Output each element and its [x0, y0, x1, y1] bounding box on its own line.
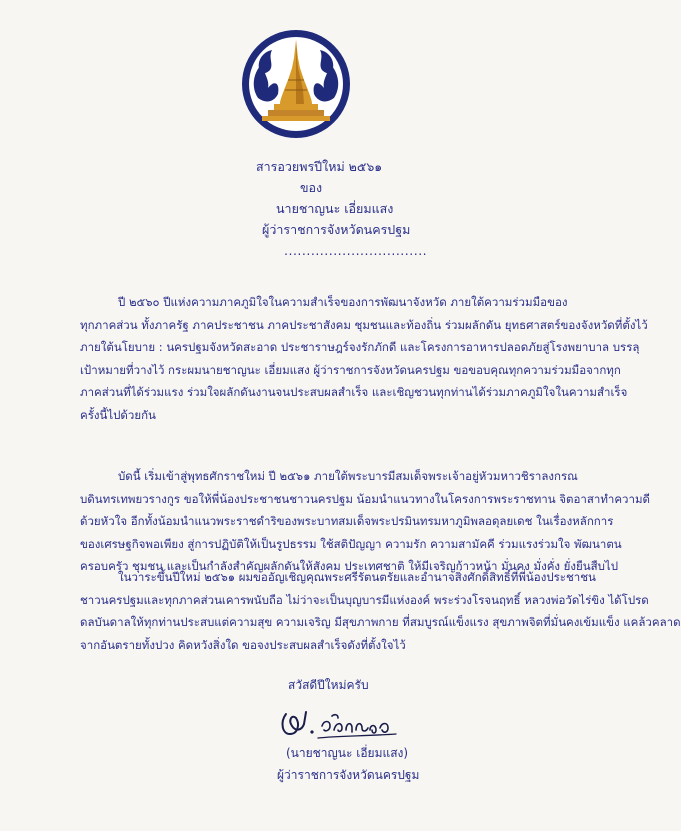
paragraph-line: ครอบครัว ชุมชน และเป็นกำลังสำคัญผลักดันให้สังคม ประเทศชาติ ให้มีเจริญก้าวหน้า มั่นคง มั่งคั่ง ยั่งยืนสืบไป: [80, 559, 619, 573]
paragraph-line: บัดนี้ เริ่มเข้าสู่พุทธศักราชใหม่ ปี ๒๕๖๑ ภายใต้พระบารมีสมเด็จพระเจ้าอยู่หัวมหาวชิราลงกรณ: [118, 469, 578, 483]
paragraph-1: [80, 291, 648, 426]
handwritten-signature-icon: [278, 700, 408, 746]
paragraph-line: บดินทรเทพยวรางกูร ขอให้พี่น้องประชาชนชาวนครปฐม น้อมนำแนวทางในโครงการพระราชทาน จิตอาสาทำความดี: [80, 491, 651, 506]
paragraph-line: ดลบันดาลให้ทุกท่านประสบแต่ความสุข ความเจริญ มีสุขภาพกาย ที่สมบูรณ์แข็งแรง สุขภาพจิตที่มั่นคงเข้มแข็ง แคล้วคลาด: [80, 615, 681, 629]
heading-divider: ................................: [284, 243, 428, 258]
paragraph-line: จากอันตรายทั้งปวง คิดหวังสิ่งใด ขอจงประสบผลสำเร็จดังที่ตั้งใจไว้: [80, 637, 406, 652]
paragraph-line: ในวาระขึ้นปีใหม่ ๒๕๖๑ ผมขออัญเชิญคุณพระศรีรัตนตรัยและอำนาจสิ่งศักดิ์สิทธิ์ที่พี่น้องประชาชน: [118, 570, 596, 584]
paragraph-line: ครั้งนี้ไปด้วยกัน: [80, 407, 156, 422]
letter-heading: [200, 156, 428, 261]
sender-name: นายชาญนะ เอี่ยมแสง: [276, 201, 394, 216]
sender-title: ผู้ว่าราชการจังหวัดนครปฐม: [262, 222, 411, 237]
paragraph-line: ทุกภาคส่วน ทั้งภาครัฐ ภาคประชาชน ภาคประชาสังคม ชุมชนและท้องถิ่น ร่วมผลักดัน ยุทธศาสตร์ของจังหวัดที่ตั้งไว้: [80, 317, 648, 332]
signatory-title: ผู้ว่าราชการจังหวัดนครปฐม: [277, 768, 420, 782]
paragraph-line: ด้วยหัวใจ อีกทั้งน้อมนำแนวพระราชดำริของพระบาทสมเด็จพระปรมินทรมหาภูมิพลอดุลยเดช ในเรื่องหลักการ: [80, 514, 614, 528]
paragraph-line: ชาวนครปฐมและทุกภาคส่วนเคารพนับถือ ไม่ว่าจะเป็นบุญบารมีแห่งองค์ พระร่วงโรจนฤทธิ์ หลวงพ่อวัดไร่ขิง ได้โปรด: [80, 592, 649, 607]
paragraph-line: ภายใต้นโยบาย : นครปฐมจังหวัดสะอาด ประชาราษฎร์จงรักภักดี และโครงการอาหารปลอดภัยสู่โรงพยาบาล บรรลุ: [80, 340, 640, 354]
paragraph-line: ของเศรษฐกิจพอเพียง สู่การปฏิบัติให้เป็นรูปธรรม ใช้สติปัญญา ความรัก ความสามัคคี ร่วมแรงร่วมใจ พัฒนาตน: [80, 536, 622, 551]
paragraph-line: เป้าหมายที่วางไว้ กระผมนายชาญนะ เอี่ยมแสง ผู้ว่าราชการจังหวัดนครปฐม ขอขอบคุณทุกความร่วมมือจากทุก: [80, 362, 621, 377]
paragraph-2: [80, 465, 651, 578]
closing-greeting: สวัสดีปีใหม่ครับ: [288, 678, 369, 692]
greeting-title: สารอวยพรปีใหม่ ๒๕๖๑: [256, 159, 383, 174]
paragraph-line: ปี ๒๕๖๐ ปีแห่งความภาคภูมิใจในความสำเร็จของการพัฒนาจังหวัด ภายใต้ความร่วมมือของ: [118, 295, 568, 309]
heading-of: ของ: [300, 180, 323, 195]
signatory-name: (นายชาญนะ เอี่ยมแสง): [286, 746, 409, 760]
paragraph-line: ภาคส่วนที่ได้ร่วมแรง ร่วมใจผลักดันงานจนประสบผลสำเร็จ และเชิญชวนทุกท่านได้ร่วมภาคภูมิใจในความสำเร็จ: [80, 385, 628, 399]
provincial-seal-icon: [240, 28, 352, 140]
